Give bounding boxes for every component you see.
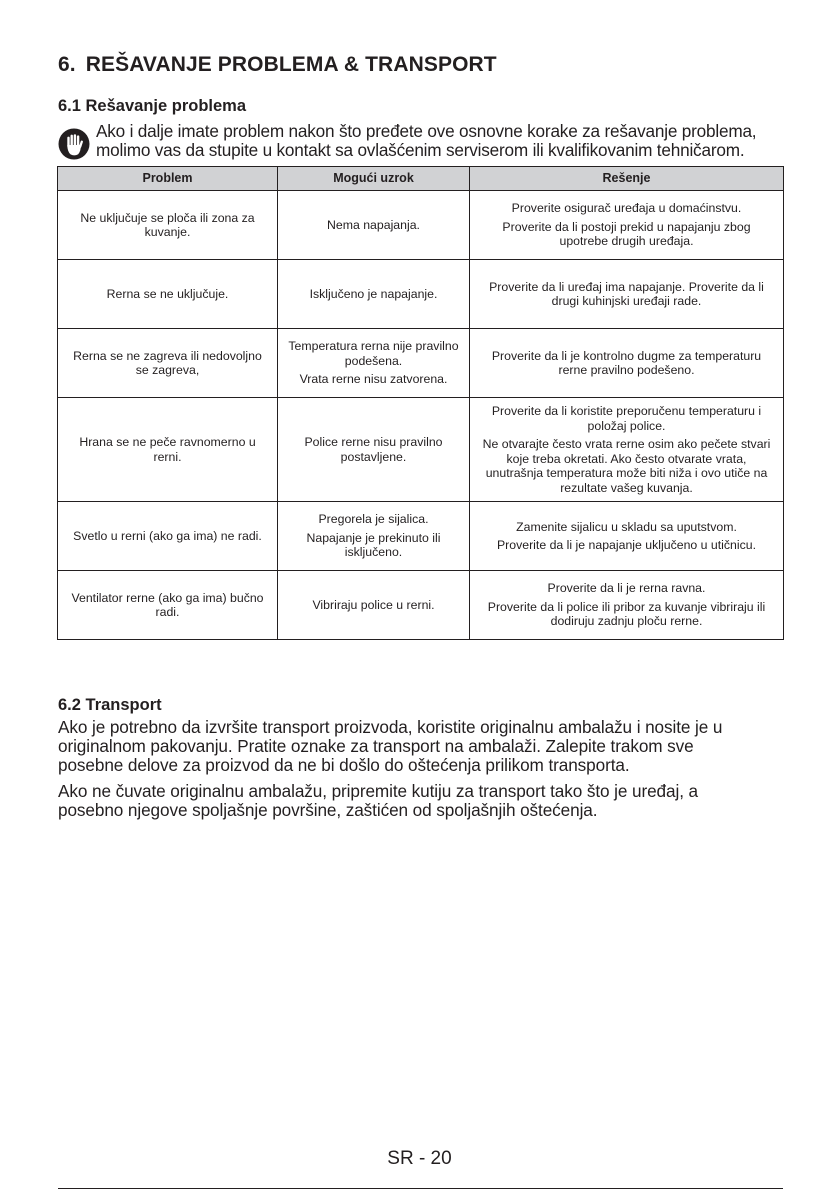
problem-cell: Ventilator rerne (ako ga ima) bučno radi. — [58, 571, 278, 640]
transport-heading: 6.2 Transport — [58, 696, 162, 714]
solution-cell — [470, 571, 784, 640]
solution-cell — [470, 329, 784, 398]
footer-divider — [58, 1188, 783, 1189]
problem-cell: Svetlo u rerni (ako ga ima) ne radi. — [58, 502, 278, 571]
table-row — [58, 329, 784, 398]
warning-note — [58, 122, 788, 160]
solution-text: Proverite da li postoji prekid u napajanju zbog upotrebe drugih uređaja. — [502, 219, 751, 249]
table-row — [58, 502, 784, 571]
cause-text: Police rerne nisu pravilno postavljene. — [304, 435, 443, 464]
table-row — [58, 191, 784, 260]
column-header-problem: Problem — [58, 167, 278, 191]
cause-text: Isključeno je napajanje. — [309, 286, 438, 301]
cause-text: Napajanje je prekinuto ili isključeno. — [306, 530, 441, 560]
solution-text: Ne otvarajte često vrata rerne osim ako pečete stvari koje treba okretati. Ako često otvarate vrata, unutrašnja temperatura može biti niža i ovo utiče na rezultate vašeg kuvanja. — [482, 437, 771, 495]
problem-cell: Hrana se ne peče ravnomerno u rerni. — [58, 398, 278, 502]
hand-stop-icon — [58, 128, 90, 160]
solution-cell — [470, 260, 784, 329]
solution-text: Proverite da li police ili pribor za kuvanje vibriraju ili dodiruju zadnju ploču rerne. — [487, 599, 766, 629]
solution-text: Proverite osigurač uređaja u domaćinstvu. — [511, 201, 742, 216]
cause-cell — [278, 260, 470, 329]
warning-line-1: Ako i dalje imate problem nakon što pređete ove osnovne korake za rešavanje problema, — [96, 121, 757, 141]
solution-text: Proverite da li uređaj ima napajanje. Proverite da li drugi kuhinjski uređaji rade. — [489, 279, 764, 308]
cause-cell — [278, 502, 470, 571]
solution-cell — [470, 398, 784, 502]
troubleshooting-table — [57, 166, 784, 640]
solution-cell — [470, 191, 784, 260]
column-header-solution: Rešenje — [470, 167, 784, 191]
column-header-cause: Mogući uzrok — [278, 167, 470, 191]
table-header-row — [58, 167, 784, 191]
cause-text: Vibriraju police u rerni. — [312, 597, 435, 612]
solution-text: Proverite da li koristite preporučenu temperaturu i položaj police. — [491, 404, 762, 433]
section-number: 6. — [58, 53, 76, 76]
transport-paragraph-2: Ako ne čuvate originalnu ambalažu, pripremite kutiju za transport tako što je uređaj, a posebno njegove spoljašnje površine, zaštićen od spoljašnjih oštećenja. — [58, 781, 699, 820]
problem-cell: Rerna se ne zagreva ili nedovoljno se zagreva, — [58, 329, 278, 398]
solution-cell — [470, 502, 784, 571]
transport-body — [58, 718, 758, 827]
problem-cell: Ne uključuje se ploča ili zona za kuvanje. — [58, 191, 278, 260]
problem-cell: Rerna se ne uključuje. — [58, 260, 278, 329]
transport-paragraph-1: Ako je potrebno da izvršite transport proizvoda, koristite originalnu ambalažu i nosite je u originalnom pakovanju. Pratite oznake za transport na ambalaži. Zalepite trakom sve posebne delove za proizvod da ne bi došlo do oštećenja prilikom transporta. — [58, 717, 723, 775]
page-number: SR - 20 — [387, 1148, 452, 1169]
table-row — [58, 260, 784, 329]
solution-text: Proverite da li je rerna ravna. — [547, 581, 706, 596]
cause-cell — [278, 398, 470, 502]
cause-text: Vrata rerne nisu zatvorena. — [299, 372, 448, 387]
table-row — [58, 571, 784, 640]
table-row — [58, 398, 784, 502]
solution-text: Proverite da li je kontrolno dugme za temperaturu rerne pravilno podešeno. — [491, 348, 762, 377]
warning-line-2: molimo vas da stupite u kontakt sa ovlašćenim serviserom ili kvalifikovanim tehničarom. — [96, 140, 745, 160]
cause-text: Temperatura rerna nije pravilno podešena. — [288, 339, 459, 368]
warning-text — [96, 122, 796, 160]
solution-text: Zamenite sijalicu u skladu sa uputstvom. — [516, 519, 737, 534]
troubleshooting-heading: 6.1 Rešavanje problema — [58, 97, 247, 115]
solution-text: Proverite da li je napajanje uključeno u utičnicu. — [496, 538, 757, 552]
section-title — [58, 53, 497, 77]
cause-cell — [278, 571, 470, 640]
cause-text: Pregorela je sijalica. — [318, 512, 429, 527]
cause-cell — [278, 329, 470, 398]
cause-text: Nema napajanja. — [327, 217, 420, 232]
section-title-text: REŠAVANJE PROBLEMA & TRANSPORT — [85, 53, 497, 76]
cause-cell — [278, 191, 470, 260]
